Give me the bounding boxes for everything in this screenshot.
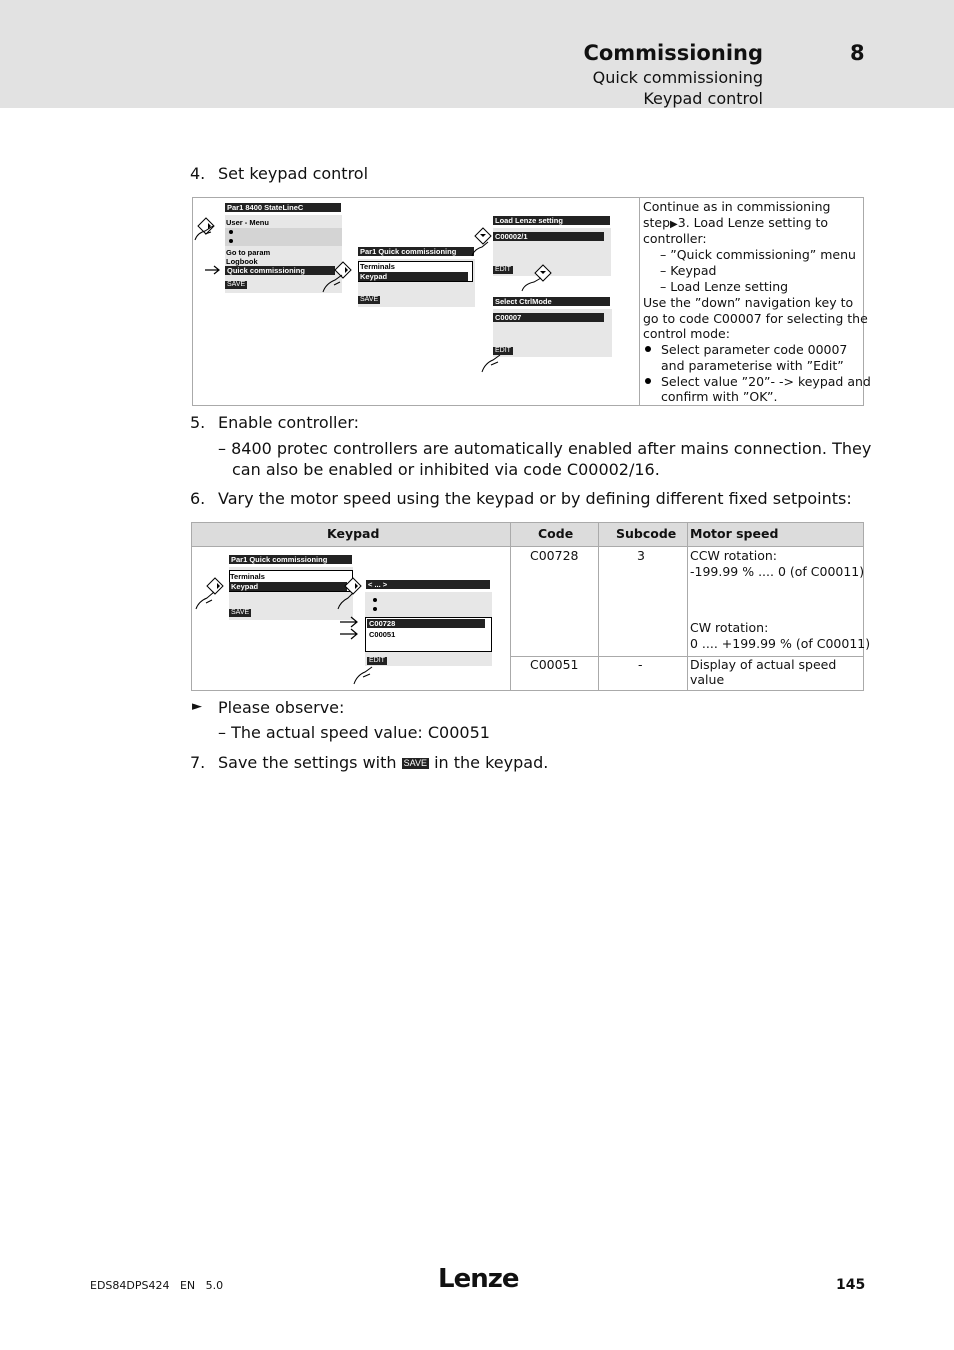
page-number: 145: [836, 1277, 866, 1293]
section-subsubtitle: Keypad control: [643, 89, 763, 108]
note-marker-icon: ►: [192, 699, 202, 714]
step-text: Vary the motor speed using the keypad or by defining different fixed setpoints:: [218, 489, 852, 508]
arrow-right-icon: [340, 616, 362, 642]
code-c00002-1[interactable]: C00002/1: [493, 232, 604, 241]
hand-pointer-icon: [480, 350, 504, 374]
hand-pointer-icon: [470, 226, 500, 258]
cell-motor-speed: value: [690, 672, 725, 687]
doc-lang: EN: [179, 1279, 196, 1292]
screen4-header: Select CtrlMode: [493, 297, 610, 306]
step-number: 6.: [190, 489, 206, 508]
code-c00007[interactable]: C00007: [493, 313, 604, 322]
bullet-dot: [373, 598, 377, 602]
step-number: 4.: [190, 164, 206, 183]
step-number: 7.: [190, 753, 206, 772]
desc-line: – Load Lenze setting: [660, 279, 789, 294]
cell-motor-speed: -199.99 % .... 0 (of C00011): [690, 564, 865, 579]
screen2-header: Par1 Quick commissioning: [358, 247, 474, 256]
cell-code: C00051: [530, 657, 579, 672]
menu-item-quick-commissioning[interactable]: Quick commissioning: [225, 266, 335, 275]
bullet-icon: [645, 346, 651, 352]
save-key[interactable]: SAVE: [227, 281, 246, 288]
doc-id: EDS84DPS424: [90, 1279, 170, 1292]
menu-item-go-to-param[interactable]: Go to param: [226, 248, 271, 257]
bullet-dot: [373, 607, 377, 611]
edit-key[interactable]: EDIT: [495, 347, 511, 354]
cell-subcode: 3: [637, 548, 645, 563]
section-subtitle: Quick commissioning: [592, 68, 763, 87]
desc-line: and parameterise with ”Edit”: [661, 358, 844, 373]
step-text: Set keypad control: [218, 164, 369, 183]
step-5-detail: can also be enabled or inhibited via code C00002/16.: [232, 460, 660, 479]
cell-code: C00728: [530, 548, 579, 563]
step-text-part: Save the settings with: [218, 753, 397, 772]
triangle-right-icon: ▶: [670, 219, 678, 230]
edit-key[interactable]: EDIT: [495, 266, 511, 273]
step-5-detail: – 8400 protec controllers are automatically enabled after mains connection. They: [218, 439, 872, 458]
desc-line: confirm with ”OK”.: [661, 389, 778, 404]
menu-item-keypad[interactable]: Keypad: [358, 272, 468, 281]
step-text: Enable controller:: [218, 413, 360, 432]
desc-line: – ”Quick commissioning” menu: [660, 247, 856, 262]
arrow-right-icon: [205, 264, 225, 276]
bullet-dot: [229, 239, 233, 243]
desc-text: step: [643, 215, 671, 230]
cell-motor-speed: CW rotation:: [690, 620, 769, 635]
code-c00728[interactable]: C00728: [367, 619, 485, 628]
chapter-title: Commissioning: [583, 41, 763, 65]
code-c00051[interactable]: C00051: [369, 630, 396, 639]
cell-motor-speed: 0 .... +199.99 % (of C00011): [690, 636, 871, 651]
column-header-code: Code: [538, 526, 574, 541]
bullet-dot: [229, 230, 233, 234]
hand-pointer-icon: [193, 576, 229, 612]
menu-item-logbook[interactable]: Logbook: [226, 257, 258, 266]
edit-key[interactable]: EDIT: [369, 657, 385, 664]
screen1-header: Par1 8400 StateLineC: [225, 203, 341, 212]
hand-pointer-icon: [352, 660, 378, 686]
column-header-motor-speed: Motor speed: [690, 526, 779, 541]
desc-line: – Keypad: [660, 263, 717, 278]
desc-line: controller:: [643, 231, 707, 246]
hand-pointer-icon: [193, 212, 225, 242]
menu-item-terminals[interactable]: Terminals: [360, 262, 395, 271]
cell-motor-speed: Display of actual speed: [690, 657, 837, 672]
desc-line: Select value ”20”- -> keypad and: [661, 374, 871, 389]
desc-line: go to code C00007 for selecting the: [643, 311, 868, 326]
step-text: [218, 753, 548, 772]
cell-subcode: -: [638, 657, 643, 672]
hand-pointer-icon: [320, 260, 356, 294]
screen1-title: User - Menu: [226, 218, 269, 227]
note-text: Please observe:: [218, 698, 345, 717]
doc-version: 5.0: [205, 1279, 224, 1292]
page-header: [0, 0, 954, 108]
hand-pointer-icon: [518, 263, 554, 293]
step-text-part: in the keypad.: [434, 753, 549, 772]
menu-item-keypad[interactable]: Keypad: [229, 582, 347, 591]
screen3-header: Load Lenze setting: [493, 216, 610, 225]
bullet-icon: [645, 378, 651, 384]
lenze-logo: Lenze: [438, 1264, 519, 1294]
column-header-subcode: Subcode: [616, 526, 677, 541]
desc-line: Use the ”down” navigation key to: [643, 295, 854, 310]
save-key[interactable]: SAVE: [231, 609, 250, 616]
desc-line: control mode:: [643, 326, 730, 341]
menu-item-terminals[interactable]: Terminals: [230, 572, 265, 581]
save-key[interactable]: SAVE: [360, 296, 379, 303]
desc-line: Select parameter code 00007: [661, 342, 848, 357]
note-detail: – The actual speed value: C00051: [218, 723, 490, 742]
footer-doc-info: [90, 1279, 223, 1292]
step-number: 5.: [190, 413, 206, 432]
screenB-header: < ... >: [366, 580, 490, 589]
screenA-header: Par1 Quick commissioning: [229, 555, 352, 564]
desc-text: 3. Load Lenze setting to: [677, 215, 829, 230]
hand-pointer-icon: [336, 576, 366, 612]
desc-line: Continue as in commissioning: [643, 199, 831, 214]
column-header-keypad: Keypad: [327, 526, 380, 541]
save-key-icon: SAVE: [403, 758, 427, 768]
cell-motor-speed: CCW rotation:: [690, 548, 778, 563]
chapter-number: 8: [850, 41, 865, 65]
